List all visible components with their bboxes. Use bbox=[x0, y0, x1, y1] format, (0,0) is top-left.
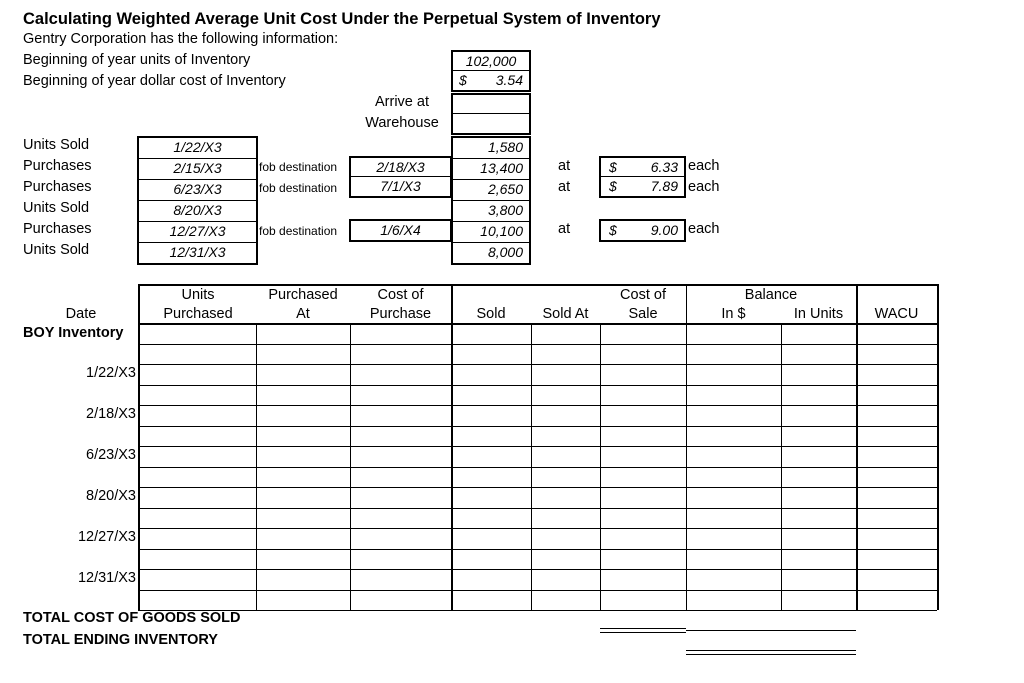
beginning-units-label: Beginning of year units of Inventory bbox=[23, 52, 251, 68]
price-cell bbox=[601, 177, 684, 196]
row-date-label: 12/27/X3 bbox=[77, 529, 136, 545]
transaction-units: 8,000 bbox=[487, 244, 523, 260]
unit-price: 9.00 bbox=[650, 222, 678, 238]
sold-header: Sold bbox=[476, 306, 506, 322]
transaction-type: Purchases bbox=[23, 179, 92, 195]
table-column-line bbox=[856, 284, 858, 610]
purchased-at-header-1: Purchased bbox=[268, 287, 338, 303]
table-row-line bbox=[138, 344, 937, 345]
transaction-units: 10,100 bbox=[453, 222, 529, 243]
cogs-double-underline-bottom bbox=[600, 632, 686, 633]
price-box bbox=[599, 156, 686, 198]
fob-label: fob destination bbox=[259, 181, 338, 195]
page-title: Calculating Weighted Average Unit Cost Under the Perpetual System of Inventory bbox=[23, 10, 661, 28]
row-date-label: 2/18/X3 bbox=[86, 406, 136, 422]
arrive-blank-box bbox=[451, 93, 531, 135]
fob-label: fob destination bbox=[259, 224, 338, 238]
price-cell bbox=[601, 158, 684, 177]
each-label: each bbox=[688, 221, 720, 237]
table-column-line bbox=[451, 284, 453, 610]
transaction-date: 8/20/X3 bbox=[139, 201, 256, 222]
table-column-line bbox=[686, 284, 687, 323]
arrive-date-box bbox=[349, 219, 452, 242]
transaction-units: 1,580 bbox=[453, 138, 529, 159]
table-row-line bbox=[138, 405, 937, 406]
ending-double-underline-top bbox=[686, 650, 856, 651]
cost-of-purchase-header-1: Cost of bbox=[377, 287, 424, 303]
total-ending-inventory-label: TOTAL ENDING INVENTORY bbox=[23, 632, 218, 648]
transaction-units: 2,650 bbox=[453, 180, 529, 201]
transaction-type: Purchases bbox=[23, 221, 92, 237]
blank-cell bbox=[453, 114, 529, 133]
in-units-header: In Units bbox=[793, 306, 844, 322]
date-header: Date bbox=[65, 306, 97, 322]
fob-label: fob destination bbox=[259, 160, 338, 174]
cogs-balance-line bbox=[686, 630, 856, 631]
unit-price: 7.89 bbox=[650, 178, 678, 194]
row-date-label: 12/31/X3 bbox=[77, 570, 136, 586]
table-row-line bbox=[138, 426, 937, 427]
beginning-cost-value: 3.54 bbox=[495, 72, 523, 88]
cost-of-sale-header-2: Sale bbox=[628, 306, 658, 322]
table-row-line bbox=[138, 364, 937, 365]
transaction-date: 2/15/X3 bbox=[139, 159, 256, 180]
transaction-date: 12/31/X3 bbox=[169, 244, 226, 260]
price-box bbox=[599, 219, 686, 242]
ending-double-underline-bottom bbox=[686, 654, 856, 655]
table-column-line bbox=[686, 284, 687, 610]
units-purchased-header-1: Units bbox=[181, 287, 215, 303]
dollar-sign: $ bbox=[609, 222, 617, 238]
table-column-line bbox=[531, 323, 532, 610]
purchased-at-header-2: At bbox=[296, 306, 310, 322]
table-header-bottom-border bbox=[138, 323, 937, 325]
dollar-sign: $ bbox=[609, 159, 617, 175]
transaction-date: 6/23/X3 bbox=[139, 180, 256, 201]
beginning-cost-cell bbox=[453, 71, 529, 90]
table-row-line bbox=[138, 508, 937, 509]
table-column-line bbox=[600, 323, 601, 610]
table-row-line bbox=[138, 569, 937, 570]
transaction-units-box bbox=[451, 136, 531, 265]
table-row-line bbox=[138, 610, 937, 611]
transaction-type: Units Sold bbox=[23, 200, 90, 216]
table-column-line bbox=[256, 323, 257, 610]
transaction-units: 3,800 bbox=[453, 201, 529, 222]
row-date-label: 8/20/X3 bbox=[86, 488, 136, 504]
wacu-header: WACU bbox=[874, 306, 919, 322]
arrive-date: 7/1/X3 bbox=[380, 178, 421, 194]
transaction-date: 12/27/X3 bbox=[139, 222, 256, 243]
arrive-date: 2/18/X3 bbox=[351, 158, 450, 177]
each-label: each bbox=[688, 179, 720, 195]
balance-header: Balance bbox=[744, 287, 798, 303]
table-row-line bbox=[138, 446, 937, 447]
transaction-date: 1/22/X3 bbox=[139, 138, 256, 159]
price-cell bbox=[601, 221, 684, 240]
transaction-units: 13,400 bbox=[453, 159, 529, 180]
cogs-double-underline-top bbox=[600, 628, 686, 629]
transaction-type: Units Sold bbox=[23, 242, 90, 258]
unit-price: 6.33 bbox=[650, 159, 678, 175]
arrive-date: 1/6/X4 bbox=[380, 222, 421, 238]
dollar-sign: $ bbox=[459, 72, 467, 88]
in-dollars-header: In $ bbox=[721, 306, 746, 322]
table-row-line bbox=[138, 467, 937, 468]
boy-inventory-label: BOY Inventory bbox=[23, 325, 124, 341]
cost-of-sale-header-1: Cost of bbox=[620, 287, 666, 303]
table-column-line bbox=[937, 284, 939, 610]
units-purchased-header-2: Purchased bbox=[163, 306, 233, 322]
sold-at-header: Sold At bbox=[542, 306, 589, 322]
cost-of-purchase-header-2: Purchase bbox=[369, 306, 432, 322]
table-row-line bbox=[138, 590, 937, 591]
row-date-label: 6/23/X3 bbox=[86, 447, 136, 463]
table-top-border bbox=[138, 284, 937, 286]
table-column-line bbox=[138, 284, 140, 610]
blank-cell bbox=[453, 95, 529, 114]
total-cogs-label: TOTAL COST OF GOODS SOLD bbox=[23, 610, 241, 626]
beginning-inventory-box bbox=[451, 50, 531, 92]
arrive-header-line2: Warehouse bbox=[365, 115, 439, 131]
arrive-date-box bbox=[349, 156, 452, 198]
dollar-sign: $ bbox=[609, 178, 617, 194]
arrive-header-line1: Arrive at bbox=[375, 94, 429, 110]
row-date-label: 1/22/X3 bbox=[86, 365, 136, 381]
beginning-cost-label: Beginning of year dollar cost of Inventory bbox=[23, 73, 286, 89]
at-label: at bbox=[558, 179, 571, 195]
table-row-line bbox=[138, 549, 937, 550]
transaction-type: Units Sold bbox=[23, 137, 90, 153]
intro-text: Gentry Corporation has the following information: bbox=[23, 31, 339, 47]
table-column-line bbox=[350, 323, 351, 610]
beginning-units-value: 102,000 bbox=[453, 52, 529, 71]
each-label: each bbox=[688, 158, 720, 174]
table-row-line bbox=[138, 528, 937, 529]
table-column-line bbox=[781, 323, 782, 610]
at-label: at bbox=[558, 158, 571, 174]
table-row-line bbox=[138, 487, 937, 488]
transaction-date-box bbox=[137, 136, 258, 265]
transaction-type: Purchases bbox=[23, 158, 92, 174]
at-label: at bbox=[558, 221, 571, 237]
table-row-line bbox=[138, 385, 937, 386]
